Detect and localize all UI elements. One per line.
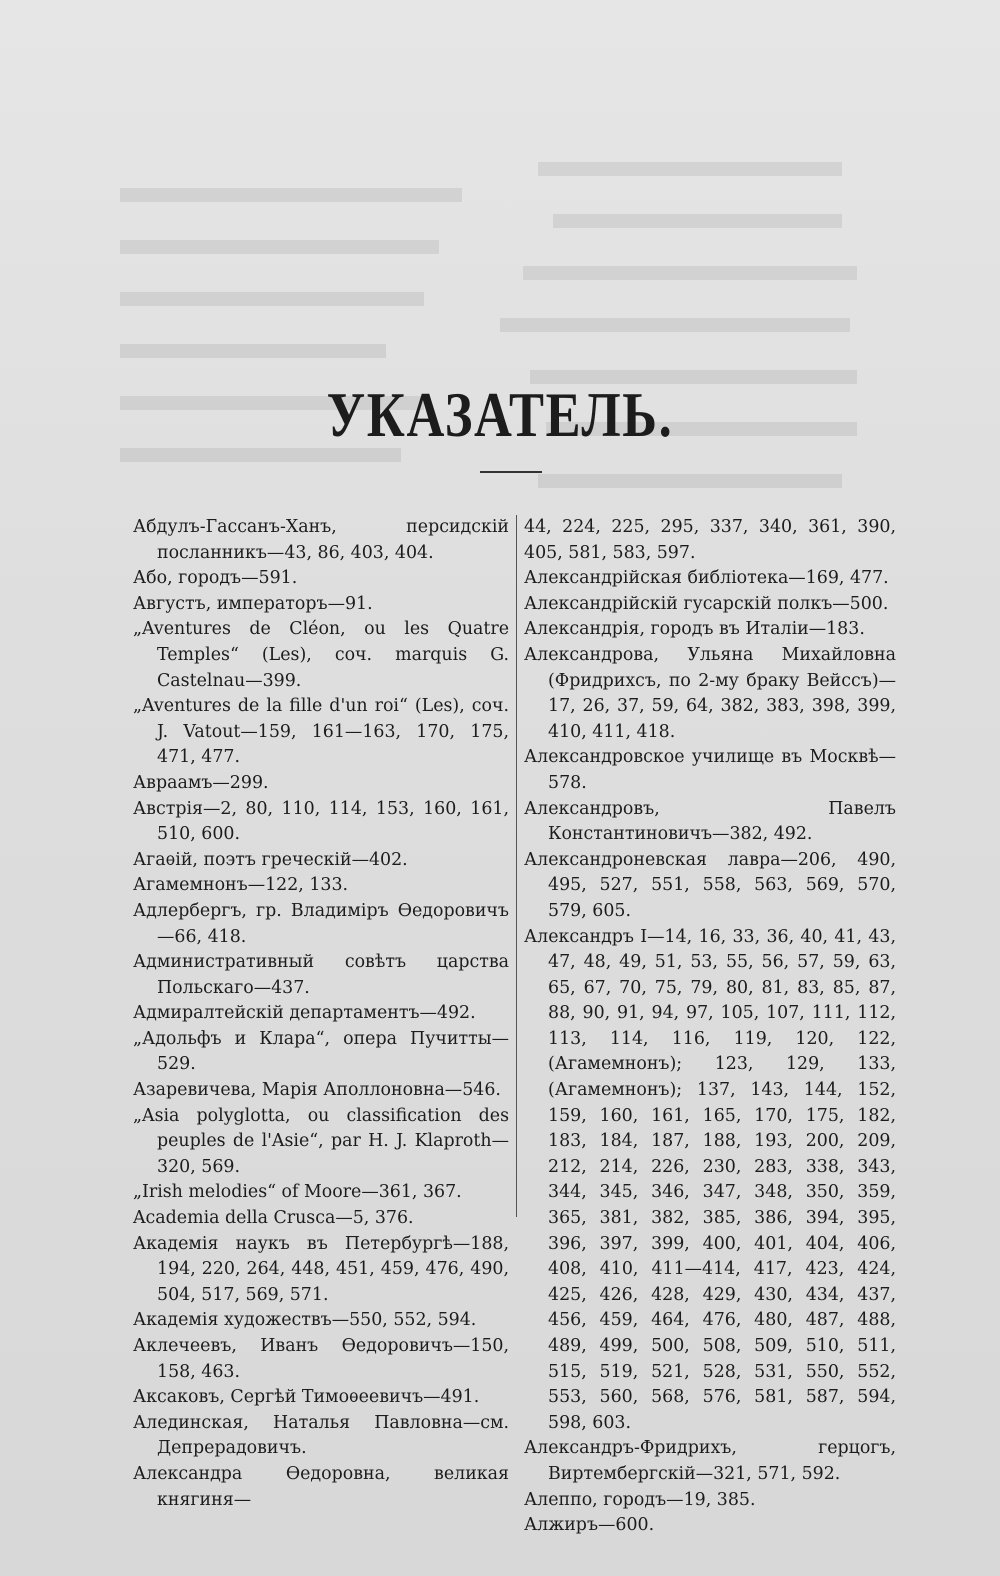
- index-entry: Административный совѣтъ царства Польскаго—437.: [133, 952, 509, 998]
- index-entry: Агаѳій, поэтъ греческій—402.: [133, 849, 408, 870]
- index-entry: Александровское училище въ Москвѣ—578.: [524, 747, 896, 793]
- index-entry: Александрійскій гусарскій полкъ—500.: [524, 593, 889, 614]
- index-entry: Абдулъ-Гассанъ-Ханъ, персидскій посланникъ—43, 86, 403, 404.: [133, 517, 509, 563]
- index-entry: Аксаковъ, Сергѣй Тимоѳеевичъ—491.: [133, 1387, 480, 1408]
- index-entry: Августъ, императоръ—91.: [133, 593, 373, 614]
- index-entry: Academia della Crusca—5, 376.: [133, 1208, 414, 1229]
- index-entry: Адлербергъ, гр. Владиміръ Ѳедоровичъ—66, 418.: [133, 900, 509, 947]
- column-divider: [516, 515, 517, 1217]
- index-column-right: [524, 515, 896, 1539]
- index-entry-continuation: 44, 224, 225, 295, 337, 340, 361, 390, 405, 581, 583, 597.: [524, 517, 896, 563]
- index-entry: „Aventures de Cléon, ou les Quatre Temples“ (Les), соч. marquis G. Castelnau—399.: [133, 619, 509, 691]
- index-column-left: [133, 515, 509, 1513]
- index-entry: Александровъ, Павелъ Константиновичъ—382, 492.: [524, 798, 896, 845]
- index-entry: Алжиръ—600.: [524, 1515, 655, 1536]
- index-entry: Австрія—2, 80, 110, 114, 153, 160, 161, 510, 600.: [133, 798, 509, 845]
- index-entry: Аклечеевъ, Иванъ Ѳедоровичъ—150, 158, 463.: [133, 1336, 509, 1382]
- index-entry: Александръ-Фридрихъ, герцогъ, Виртембергскій—321, 571, 592.: [524, 1438, 896, 1484]
- index-entry: Алединская, Наталья Павловна—см. Депрерадовичъ.: [133, 1412, 509, 1459]
- index-entry: „Asia polyglotta, ou classification des peuples de l'Asie“, par H. J. Klaproth—320, 569.: [133, 1105, 509, 1177]
- index-entry: Академія наукъ въ Петербургѣ—188, 194, 220, 264, 448, 451, 459, 476, 490, 504, 517, 569, 571.: [133, 1233, 509, 1305]
- index-entry: Або, городъ—591.: [133, 568, 298, 589]
- index-entry: Александроневская лавра—206, 490, 495, 527, 551, 558, 563, 569, 570, 579, 605.: [524, 849, 896, 921]
- index-entry: Александръ I—14, 16, 33, 36, 40, 41, 43, 47, 48, 49, 51, 53, 55, 56, 57, 59, 63, 65, 67, 70, 75, 79, 80, 81, 83, 85, 87, 88, 90, 91, 94, 97, 105, 107, 111, 112, 113, 114, 116, 119, 120, 122, (Агамемнонъ); 123, 129, 133, (Агамемнонъ); 137, 143, 144, 152, 159, 160, 161, 165, 170, 175, 182, 183, 184, 187, 188, 193, 200, 209, 212, 214, 226, 230, 283, 338, 343, 344, 345, 346, 347, 348, 350, 359, 365, 381, 382, 385, 386, 394, 395, 396, 397, 399, 400, 401, 404, 406, 408, 410, 411—414, 417, 423, 424, 425, 426, 428, 429, 430, 434, 437, 456, 459, 464, 476, 480, 487, 488, 489, 499, 500, 508, 509, 510, 511, 515, 519, 521, 528, 531, 550, 552, 553, 560, 568, 576, 581, 587, 594, 598, 603.: [524, 926, 896, 1433]
- bleed-through-text: [120, 150, 880, 520]
- page-title: УКАЗАТЕЛЬ.: [326, 379, 674, 450]
- index-entry: „Адольфъ и Клара“, опера Пучитты—529.: [133, 1028, 509, 1075]
- index-entry: „Irish melodies“ of Moore—361, 367.: [133, 1182, 462, 1203]
- index-entry: Азаревичева, Марія Аполлоновна—546.: [133, 1080, 501, 1101]
- index-entry: Александрія, городъ въ Италіи—183.: [524, 619, 865, 640]
- index-entry: Академія художествъ—550, 552, 594.: [133, 1310, 477, 1331]
- index-entry: „Aventures de la fille d'un roi“ (Les), соч. J. Vatout—159, 161—163, 170, 175, 471, 477.: [133, 696, 509, 768]
- title-rule: [480, 471, 542, 473]
- index-entry: Адмиралтейскій департаментъ—492.: [133, 1003, 476, 1024]
- index-entry: Авраамъ—299.: [133, 772, 269, 793]
- index-entry: Александра Ѳедоровна, великая княгиня—: [133, 1463, 509, 1510]
- index-entry: Александрійская библіотека—169, 477.: [524, 568, 889, 589]
- index-entry: Агамемнонъ—122, 133.: [133, 875, 349, 896]
- index-entry: Алеппо, городъ—19, 385.: [524, 1489, 756, 1510]
- index-entry: Александрова, Ульяна Михайловна (Фридрихсъ, по 2-му браку Вейссъ)—17, 26, 37, 59, 64, 382, 383, 398, 399, 410, 411, 418.: [524, 644, 896, 742]
